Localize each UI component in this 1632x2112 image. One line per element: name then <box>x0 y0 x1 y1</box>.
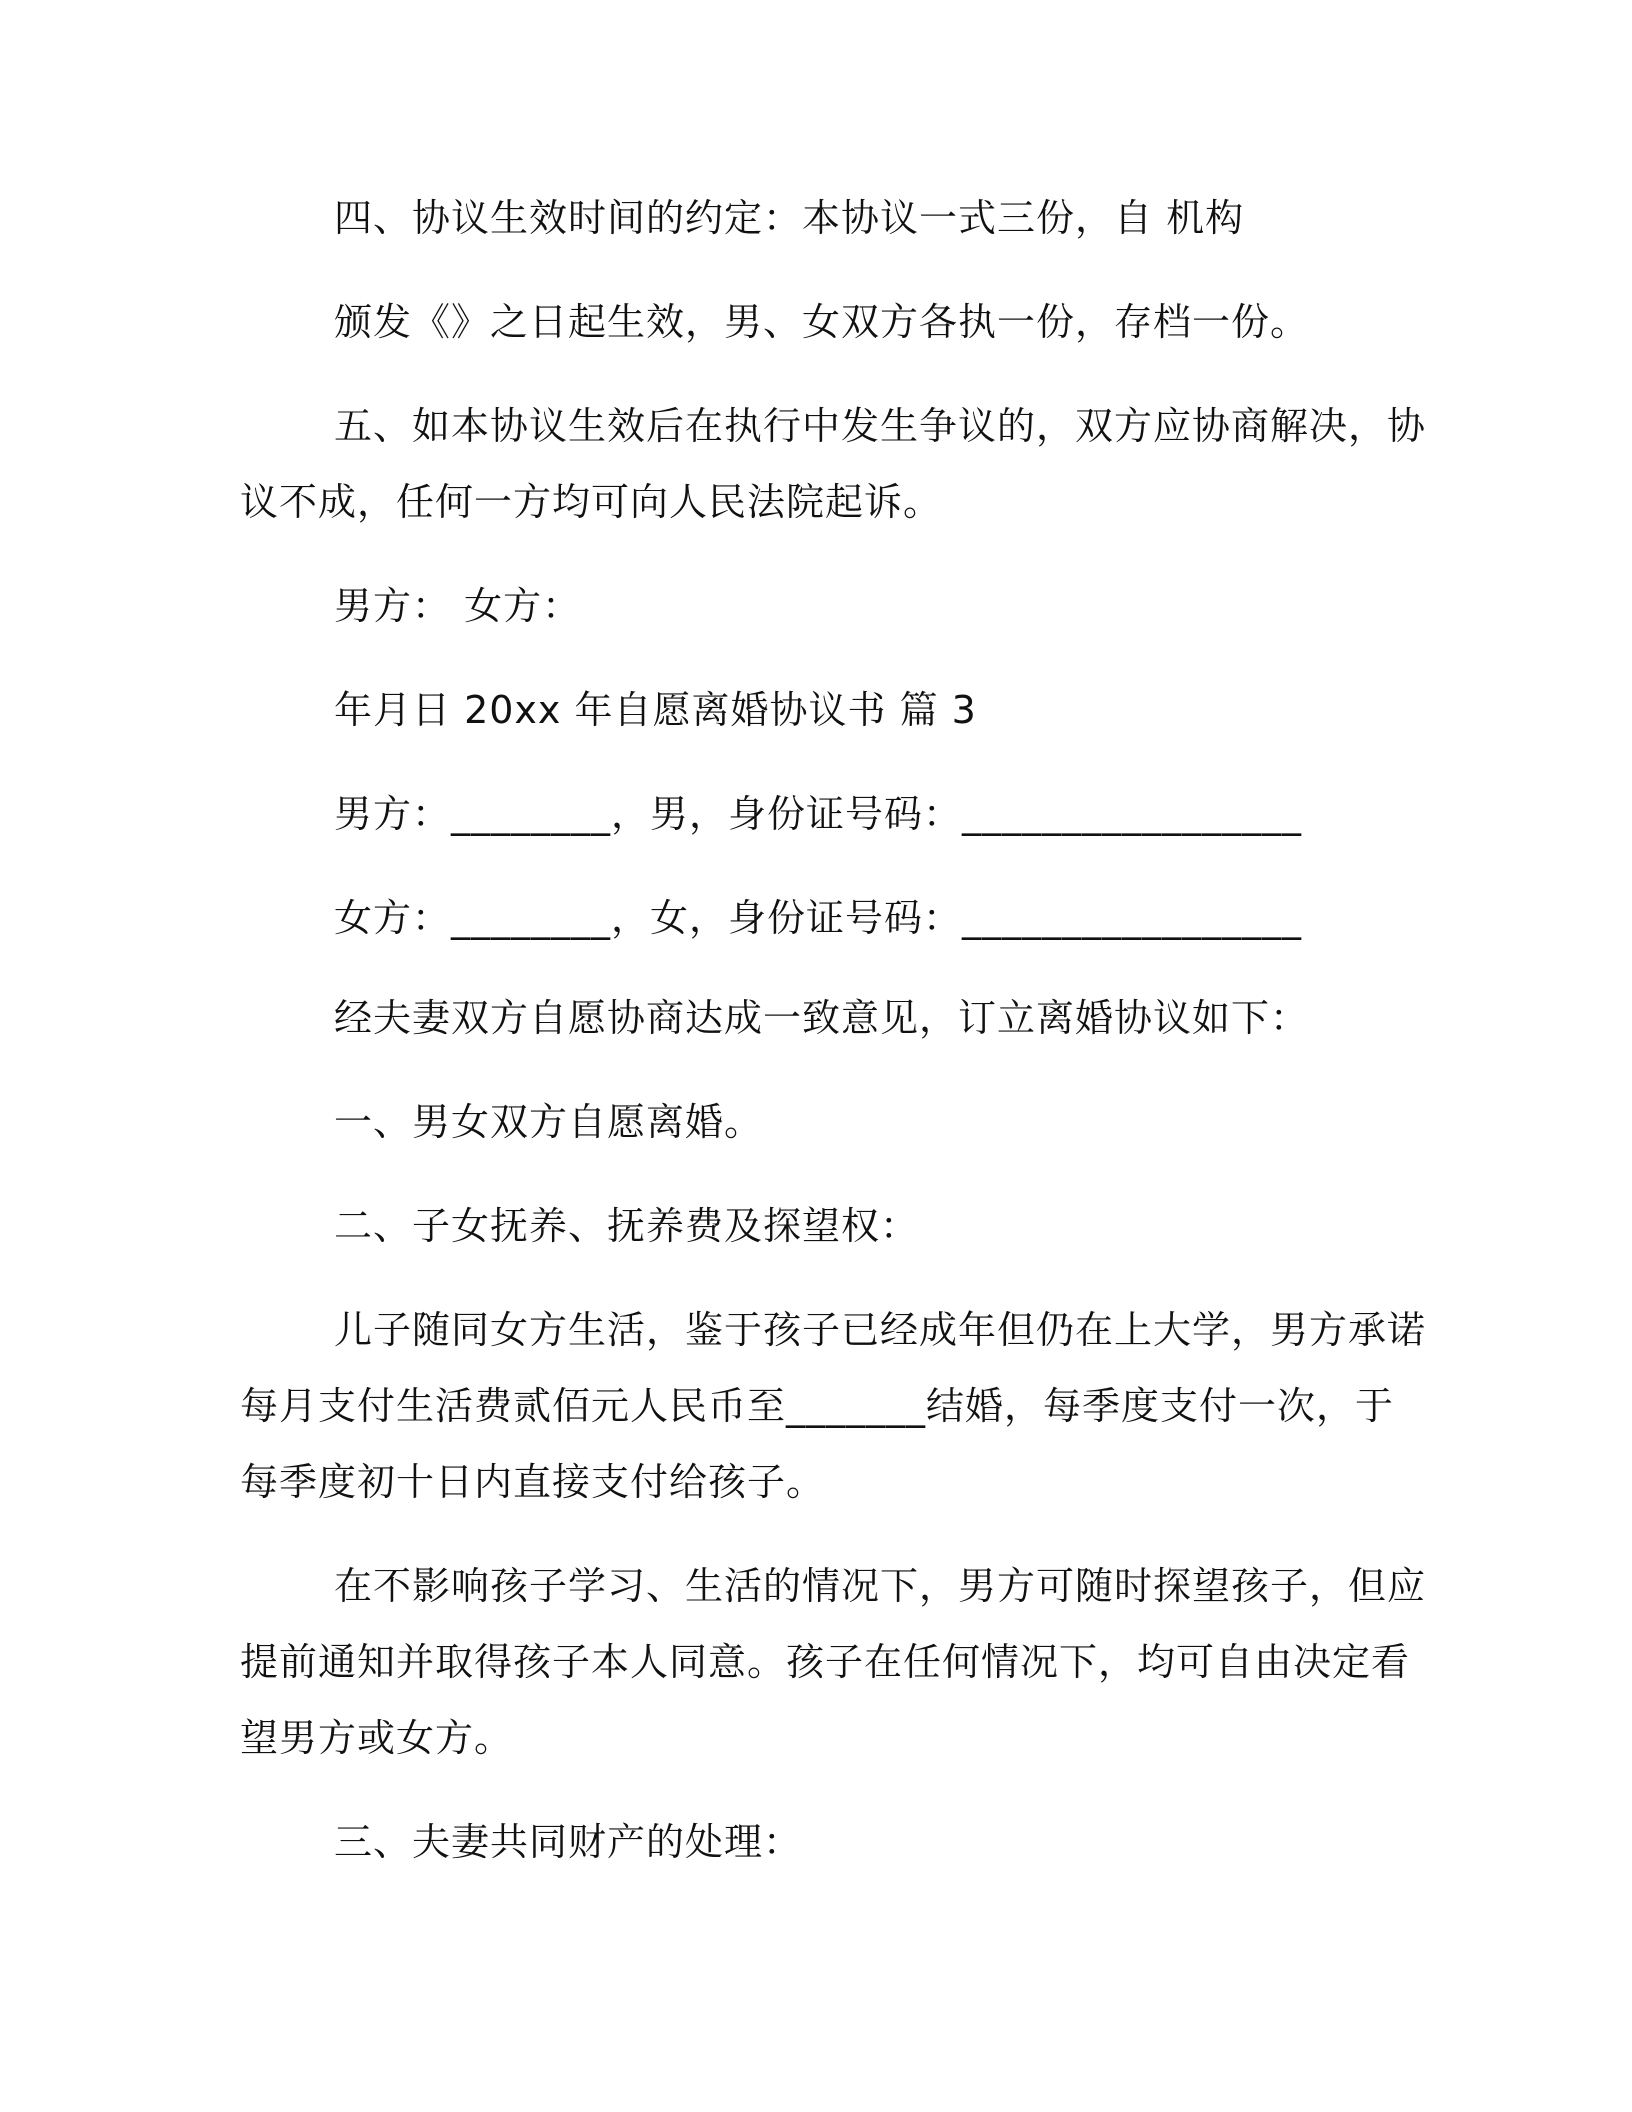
signature-line: 男方： 女方： <box>334 584 582 628</box>
husband-info-line: 男方：________，男，身份证号码：_________________ <box>334 792 1303 836</box>
visitation-line-2: 提前通知并取得孩子本人同意。孩子在任何情况下，均可自由决定看 <box>240 1640 1411 1684</box>
child-support-line-1: 儿子随同女方生活，鉴于孩子已经成年但仍在上大学，男方承诺 <box>334 1308 1427 1352</box>
section-title: 年月日 20xx 年自愿离婚协议书 篇 3 <box>334 688 977 732</box>
clause-2-heading: 二、子女抚养、抚养费及探望权： <box>334 1204 920 1248</box>
child-support-line-2: 每月支付生活费贰佰元人民币至_______结婚，每季度支付一次，于 <box>240 1384 1395 1428</box>
clause-3-heading: 三、夫妻共同财产的处理： <box>334 1820 803 1864</box>
visitation-line-3: 望男方或女方。 <box>240 1716 514 1760</box>
clause-4-line-2: 颁发《》之日起生效，男、女双方各执一份，存档一份。 <box>334 300 1310 344</box>
clause-1: 一、男女双方自愿离婚。 <box>334 1100 764 1144</box>
clause-4-line-1: 四、协议生效时间的约定：本协议一式三份，自 机构 <box>334 196 1245 240</box>
child-support-line-3: 每季度初十日内直接支付给孩子。 <box>240 1460 826 1504</box>
agreement-intro: 经夫妻双方自愿协商达成一致意见，订立离婚协议如下： <box>334 996 1310 1040</box>
visitation-line-1: 在不影响孩子学习、生活的情况下，男方可随时探望孩子，但应 <box>334 1564 1427 1608</box>
clause-5-line-1: 五、如本协议生效后在执行中发生争议的，双方应协商解决，协 <box>334 404 1427 448</box>
clause-5-line-2: 议不成，任何一方均可向人民法院起诉。 <box>240 480 943 524</box>
wife-info-line: 女方：________，女，身份证号码：_________________ <box>334 896 1303 940</box>
